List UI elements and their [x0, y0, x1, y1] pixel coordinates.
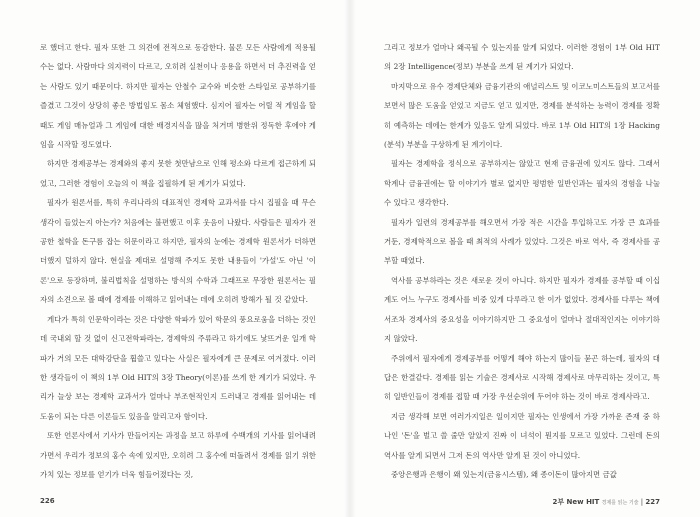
right-paragraph-4: 필자가 일련의 경제공부를 해오면서 가장 적은 시간을 투입하고도 가장 큰 효과를 거둔, 경제학적으로 볼을 때 최적의 사례가 있었다. 그것은 바로 역사, 즉 경제사를 공부할 때였다. — [384, 217, 660, 266]
right-page-body — [384, 38, 660, 484]
right-page-footer — [552, 497, 660, 507]
right-paragraph-6: 주위에서 필자에게 경제공부를 어떻게 해야 하는지 많이들 묻곤 하는데, 필자의 대답은 한결같다. 경제를 읽는 기술은 경제사로 시작해 경제사로 마무리하는 것이고, 특히 일반인들이 경제를 접할 때 가장 우선순위에 두어야 하는 것이 바로 경제사라고. — [384, 353, 660, 402]
right-page-number: 227 — [645, 498, 660, 506]
running-head-subtitle: 경제를 읽는 기술 — [601, 500, 639, 506]
left-page-body — [40, 38, 316, 484]
left-paragraph-5: 또한 언론사에서 기사가 만들어지는 과정을 보고 하루에 수백개의 기사를 읽어내려가면서 우리가 정보의 홍수 속에 있지만, 오히려 그 홍수에 떠돌려서 경제를 읽기 위한 가치 있는 정보를 얻기가 더욱 힘들어졌다는 것, — [40, 431, 316, 479]
left-paragraph-4: 게다가 특히 인문학이라는 것은 다양한 학파가 있어 학문의 풍요로움을 더하는 것인데 국내외 할 것 없이 신고전학파라는, 경제학의 주류라고 하기에도 낯뜨거운 일개 학파가 거의 모든 대학강단을 휩쓸고 있다는 사실은 필자에게 큰 문제로 여겨졌다. 이러한 생각들이 이 책의 1부 Old HIT의 3장 Theory(이론)를 쓰게 한 계기가 되었다. 우리가 늘상 보는 경제학 교과서가 얼마나 부조현적인지 드러내고 경제를 읽어내는 데 도움이 되는 다른 이론들도 있음을 알리고자 함이다. — [40, 314, 316, 421]
folio-separator: | — [640, 498, 644, 506]
book-gutter-shadow — [344, 0, 356, 517]
left-paragraph-3: 필자가 원론서를, 특히 우리나라의 대표적인 경제학 교과서를 다시 집필을 때 무슨 생각이 들었는지 아는가? 처음에는 불편했고 이후 웃음이 나왔다. 사람들은 필자가 전공한 철학을 돈구름 잡는 허문이라고 하지만, 필자의 눈에는 경제학 원론서가 더하면 더했지 덜하지 않다. 현실을 제대로 설명해 주지도 못한 내용들이 '가설'도 아닌 '이론'으로 등장하며, 불리법칙을 설명하는 방식의 수학과 그래프로 무장한 원론서는 필자의 소견으로 볼 때에 경제를 이해하고 읽어내는 데에 오히려 방해가 될 것 같았다. — [40, 198, 316, 305]
left-page-number: 226 — [40, 497, 55, 505]
running-head-section: 2부 New HIT — [552, 498, 600, 506]
left-paragraph-2: 하지만 경제공부는 경제와의 좋지 못한 첫만남으로 인해 평소와 다르게 접근하게 되었고, 그러한 경험이 오늘의 이 책을 집필하게 된 계기가 되었다. — [40, 159, 316, 188]
right-paragraph-2: 마지막으로 유수 경제단체와 금융기관의 애널리스트 및 이코노미스트들의 보고서를 보면서 많은 도움을 얻었고 지금도 얻고 있지만, 경제를 분석하는 능력이 경제를 정확히 예측하는 데에는 한계가 있음도 알게 되었다. 바로 1부 Old HIT의 1장 Hacking(분석) 부분을 구상하게 된 계기이다. — [384, 81, 660, 150]
right-paragraph-1: 그리고 정보가 얼마나 왜곡될 수 있는지를 알게 되었다. 이러한 경험이 1부 Old HIT의 2장 Intelligence(정보) 부분을 쓰게 된 계기가 되었다. — [384, 43, 660, 72]
right-paragraph-8: 중앙은행과 은행이 왜 있는지(금융시스템), 왜 종이돈이 많아지면 금값 — [391, 469, 617, 479]
right-paragraph-3: 필자는 경제학을 정식으로 공부하지는 않았고 현재 금융권에 있지도 않다. 그래서 학계나 금융권에는 할 이야기가 별로 없지만 평범한 일반인과는 필자의 경험을 나눌 수 있다고 생각한다. — [384, 159, 660, 208]
right-paragraph-7: 지금 생각해 보면 여러가지일은 일이지만 필자는 인생에서 가장 가까운 존재 중 하나인 '돈'을 벌고 쓸 줄만 알았지 진짜 이 녀석이 뭔지를 모르고 있었다. 그런데 돈의 역사를 알게 되면서 그저 돈의 역사만 알게 된 것이 아니었다. — [384, 411, 660, 460]
right-paragraph-5: 역사를 공부하라는 것은 새로운 것이 아니다. 하지만 필자가 경제를 공부할 때 이십계도 어느 누구도 경제사를 비중 있게 다루라고 한 이가 없었다. 경제사를 다루는 책에서조차 경제사의 중요성을 이야기하지만 그 중요성이 얼마나 절대적인지는 이야기하지 않았다. — [384, 275, 660, 344]
left-paragraph-1: 로 했더고 한다. 필자 또한 그 의견에 전적으로 동감한다. 물론 모든 사람에게 적용될 수는 없다. 사람마다 의지력이 다르고, 오히려 실천이나 응용을 하면서 더 추진력을 얻는 사람도 있기 때문이다. 하지만 필자는 안철수 교수와 비슷한 스타일로 공부하기를 즐겼고 그것이 상당히 좋은 방법임도 몸소 체험했다. 심지어 필자는 어릴 적 게임을 할 때도 게임 매뉴얼과 그 게임에 대한 배경지식을 많을 처거며 병한위 정독한 후에야 게임을 시작할 정도였다. — [40, 43, 316, 150]
